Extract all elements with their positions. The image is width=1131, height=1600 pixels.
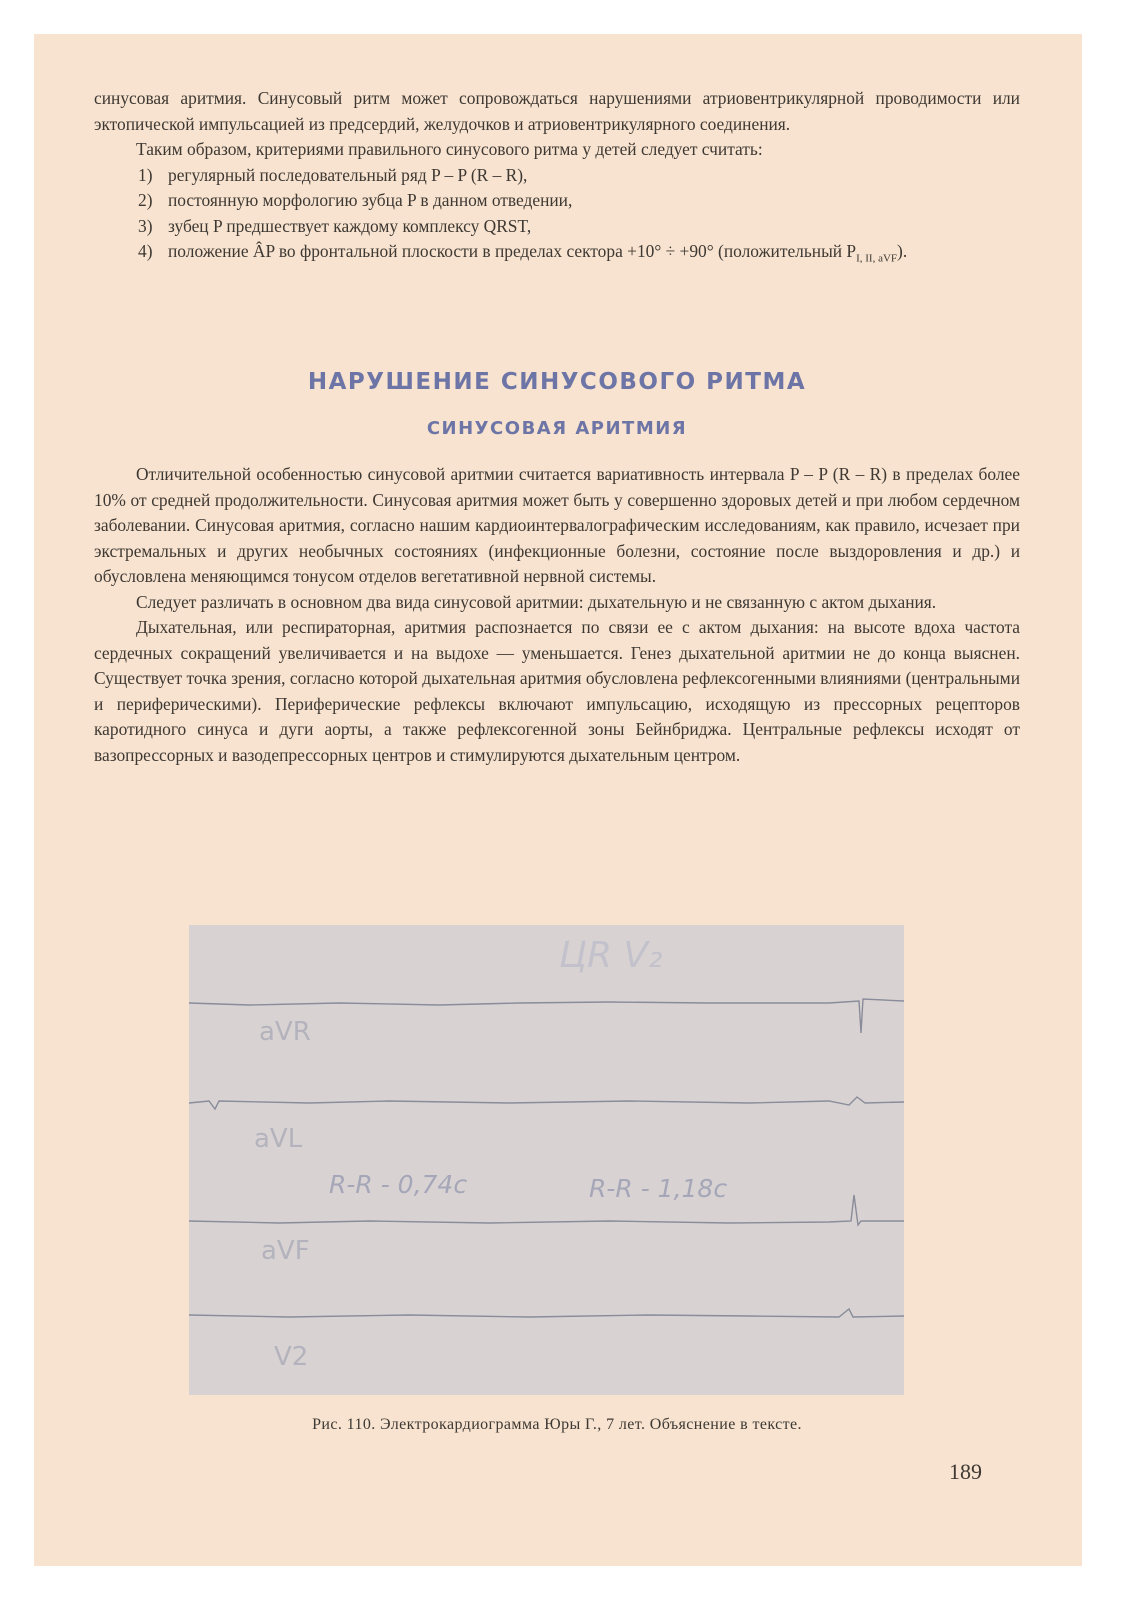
subscript: I, II, aVF xyxy=(856,252,898,265)
list-item-number: 2) xyxy=(138,190,153,210)
lead-label-avl: aVL xyxy=(254,1124,303,1154)
book-page xyxy=(34,34,1082,1566)
ecg-trace-v2 xyxy=(189,1309,904,1317)
lead-label-v2: V2 xyxy=(274,1342,309,1372)
rr-interval-label: R-R - 0,74с xyxy=(329,1170,468,1199)
ecg-trace-avf xyxy=(189,1195,904,1225)
intro-text xyxy=(94,86,1020,272)
ecg-trace-avl xyxy=(189,1097,904,1109)
handwritten-title: ЦR V₂ xyxy=(559,935,663,976)
list-item xyxy=(94,163,1020,189)
list-item-number: 4) xyxy=(138,241,153,261)
section-subheading: СИНУСОВАЯ АРИТМИЯ xyxy=(426,418,688,439)
paragraph: Отличительной особенностью синусовой аритмии считается вариативность интервала P – P (R – R) в пределах более 10% от средней продолжительности. Синусовая аритмия может быть у совершенно здоровых детей и при любом сердечном заболевании. Синусовая аритмия, согласно нашим кардиоинтервалографическим исследованиям, как правило, исчезает при экстремальных и других необычных состояниях (инфекционные болезни, состояние после выздоровления и др.) и обусловлена меняющимся тонусом отделов вегетативной нервной системы. xyxy=(94,464,1020,586)
paragraph: Дыхательная, или респираторная, аритмия распознается по связи ее с актом дыхания: на высоте вдоха частота сердечных сокращений увеличивается и на выдохе — уменьшается. Генез дыхательной аритмии не до конца выяснен. Существует точка зрения, согласно которой дыхательная аритмия обусловлена рефлексогенными влияниями (центральными и периферическими). Периферические рефлексы включают импульсацию, исходящую из прессорных рецепторов каротидного синуса и дуги аорты, а также рефлексогенной зоны Бейнбриджа. Центральные рефлексы исходят от вазопрессорных и вазодепрессорных центров и стимулируются дыхательным центром. xyxy=(94,617,1020,765)
list-item xyxy=(94,214,1020,240)
lead-label-avr: aVR xyxy=(259,1017,311,1047)
figure-caption: Рис. 110. Электрокардиограмма Юры Г., 7 лет. Объяснение в тексте. xyxy=(312,1416,802,1433)
list-item-text: регулярный последовательный ряд P – P (R – R), xyxy=(168,164,528,185)
intro-paragraph: синусовая аритмия. Синусовый ритм может сопровождаться нарушениями атриовентрикулярной проводимости или эктопической импульсацией из предсердий, желудочков и атриовентрикулярного соединения. xyxy=(94,88,1020,134)
section-heading: НАРУШЕНИЕ СИНУСОВОГО РИТМА xyxy=(307,369,807,395)
paragraph: Следует различать в основном два вида синусовой аритмии: дыхательную и не связанную с актом дыхания. xyxy=(136,591,937,612)
list-item-end: ). xyxy=(897,241,908,261)
ecg-image xyxy=(189,925,904,1395)
criteria-list xyxy=(94,163,1020,272)
body-text xyxy=(94,462,1020,768)
list-item-text: постоянную морфологию зубца P в данном отведении, xyxy=(168,190,573,210)
list-item xyxy=(94,239,1020,272)
list-item-text: положение ÂP во фронтальной плоскости в пределах сектора +10° ÷ +90° (положительный P xyxy=(168,241,857,261)
lead-label-avf: aVF xyxy=(261,1236,310,1266)
list-item-number: 1) xyxy=(138,164,153,185)
list-item-number: 3) xyxy=(138,215,153,236)
criteria-intro: Таким образом, критериями правильного синусового ритма у детей следует считать: xyxy=(136,139,763,159)
list-item-text: зубец P предшествует каждому комплексу QRST, xyxy=(168,215,532,236)
page-number: 189 xyxy=(949,1459,982,1484)
ecg-figure xyxy=(189,925,904,1395)
list-item xyxy=(94,188,1020,214)
rr-interval-label: R-R - 1,18с xyxy=(589,1174,728,1203)
